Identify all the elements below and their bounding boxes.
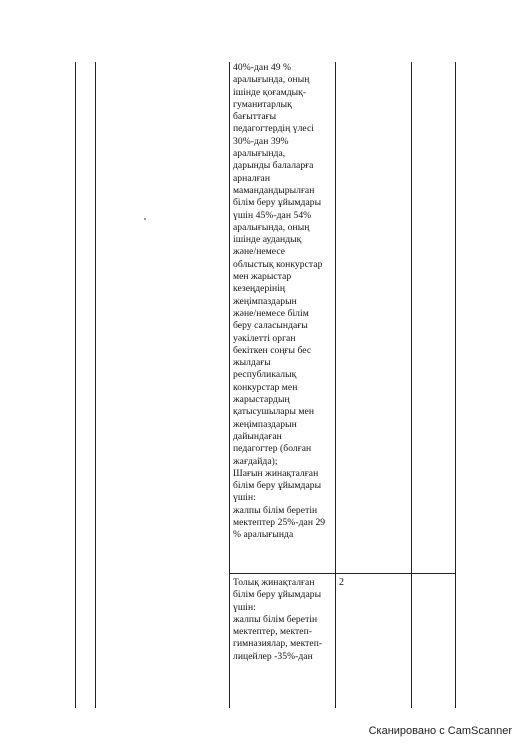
table-border-left [75,62,76,708]
table-row-divider [229,573,456,574]
table-col-divider-3 [335,62,336,708]
criteria-text-cell: 40%-дан 49 % аралығында, оның ішінде қоғамдық- гуманитарлық бағыттағы педагогтердің үлесі 30%-дан 39% аралығында, дарынды балаларға арналған мамандандырылған білім беру ұйымдары үшін 45%-дан 54% аралығында, оның ішінде аудандық және/немесе облыстық конкурстар мен жарыстар кезеңдерінің жеңімпаздарын және/немесе білім беру саласындағы уәкілетті орган бекіткен соңғы бес жылдағы республикалық конкурстар мен жарыстардың қатысушылары мен жеңімпаздарын дайындаған педагогтер (болған жағдайда); Шағын жинақталған білім беру ұйымдары үшін: жалпы білім беретін мектептер 25%-дан 29 % аралығында [233,62,326,541]
scan-speck [144,218,146,220]
score-cell: 2 [339,577,344,588]
table-col-divider-2 [229,62,230,708]
table-col-divider-1 [95,62,96,708]
criteria-text-cell: Толық жинақталған білім беру ұйымдары үшін: жалпы білім беретін мектептер, мектеп- гимназиялар, мектеп- лицейлер -35%-дан [233,577,323,662]
table-border-right [455,62,456,708]
table-col-divider-4 [411,62,412,708]
scanner-watermark: Сканировано с CamScanner [368,725,512,737]
